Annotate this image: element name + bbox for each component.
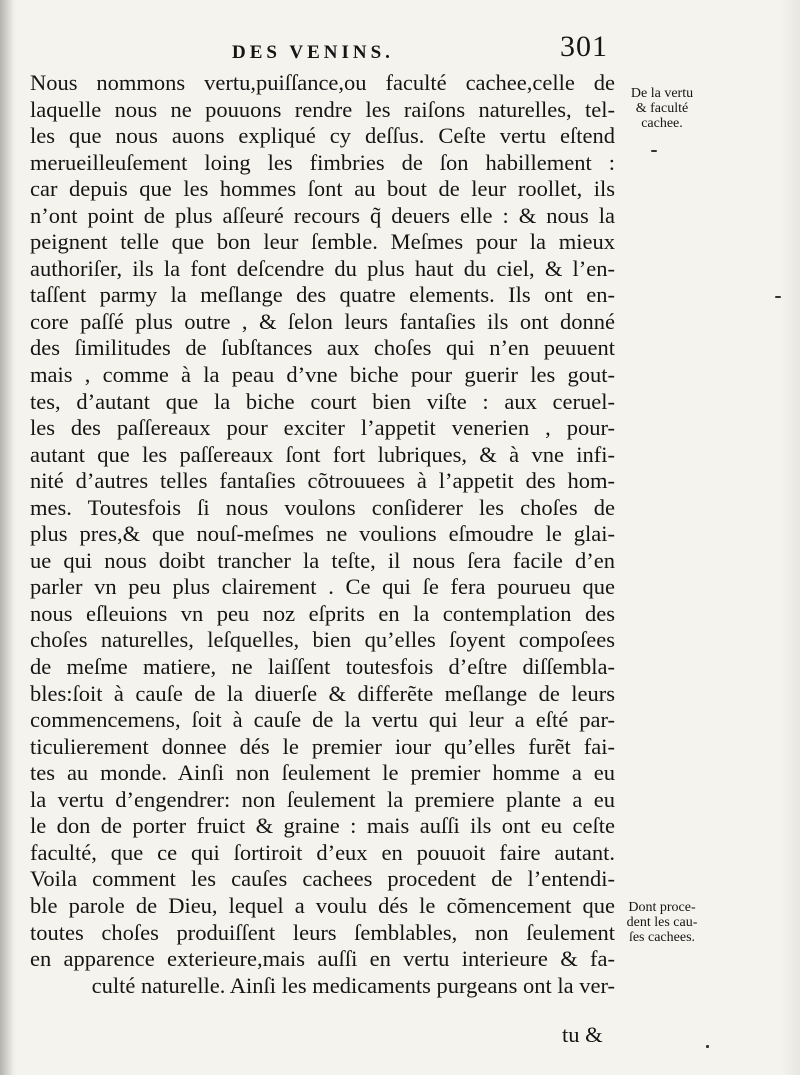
text-line: commencemens, ſoit à cauſe de la vertu qui leur a eſté par- [30, 707, 615, 733]
marginal-note-line: dent les cau- [626, 915, 698, 930]
text-line: parler vn peu plus clairement . Ce qui ſe fera pourueu que [30, 574, 615, 600]
marginal-note-line: Dont proce- [628, 900, 696, 915]
text-line: plus pres,& que nouſ-meſmes ne voulions eſmoudre le glai- [30, 521, 615, 547]
text-line: les que nous auons expliqué cy deſſus. Ceſte vertu eſtend [30, 123, 615, 149]
body-text [30, 70, 615, 999]
text-line: tes au monde. Ainſi non ſeulement le premier homme a eu [30, 760, 615, 786]
text-line: ticulierement donnee dés le premier iour qu’elles furẽt fai- [30, 733, 615, 759]
ink-speck [775, 296, 781, 298]
text-line: mais , comme à la peau d’vne biche pour guerir les gout- [30, 362, 615, 388]
text-line: n’ont point de plus aſſeuré recours q̃ deuers elle : & nous la [30, 202, 615, 228]
text-line: Nous nommons vertu,puiſſance,ou faculté cachee,celle de [30, 70, 615, 95]
text-line: taſſent parmy la meſlange des quatre elements. Ils ont en- [30, 282, 615, 308]
text-line: tes, d’autant que la biche court bien viſte : aux ceruel- [30, 388, 615, 414]
marginal-note-line: cachee. [641, 116, 683, 131]
text-line: le don de porter fruict & graine : mais auſſi ils ont eu ceſte [30, 813, 615, 839]
text-line: core paſſé plus outre , & ſelon leurs fantaſies ils ont donné [30, 308, 615, 334]
text-line: car depuis que les hommes ſont au bout de leur roollet, ils [30, 176, 615, 202]
text-line: en apparence exterieure,mais auſſi en vertu interieure & fa- [30, 946, 615, 972]
marginal-note-line: De la vertu [630, 86, 694, 101]
text-line: peignent telle que bon leur ſemble. Meſmes pour la mieux [30, 229, 615, 255]
text-line: les des paſſereaux pour exciter l’appetit venerien , pour- [30, 415, 615, 441]
ink-speck [706, 1045, 709, 1048]
text-line: toutes choſes produiſſent leurs ſemblables, non ſeulement [30, 919, 615, 945]
marginal-note-line: & faculté [635, 101, 689, 116]
text-line: bles:ſoit à cauſe de la diuerſe & differẽte meſlange de leurs [30, 680, 615, 706]
running-head: DES VENINS. [232, 42, 394, 63]
text-line: de meſme matiere, ne laiſſent toutesfois d’eſtre diſſembla- [30, 654, 615, 680]
page-gutter-shadow [0, 0, 14, 1075]
text-line: Voila comment les cauſes cachees procedent de l’entendi- [30, 866, 615, 892]
text-line: culté naturelle. Ainſi les medicaments purgeans ont la ver- [91, 972, 615, 998]
text-line: merueilleuſement loing les fimbries de ſon habillement : [30, 149, 615, 175]
text-line: la vertu d’engendrer: non ſeulement la premiere plante a eu [30, 786, 615, 812]
text-line: ue qui nous doibt trancher la teſte, il nous ſera facile d’en [30, 547, 615, 573]
page-number: 301 [560, 30, 608, 63]
marginal-note-line: ſes cachees. [628, 930, 696, 945]
text-line: faculté, que ce qui ſortiroit d’eux en pouuoit faire autant. [30, 839, 615, 865]
text-line: des ſimilitudes de ſubſtances aux choſes qui n’en peuuent [30, 335, 615, 361]
text-line: autant que les paſſereaux ſont fort lubriques, & à vne infi- [30, 441, 615, 467]
text-line: nous eſleuions vn peu noz eſprits en la contemplation des [30, 600, 615, 626]
marginal-note [620, 900, 704, 945]
text-line: mes. Toutesfois ſi nous voulons conſiderer les choſes de [30, 494, 615, 520]
text-line: ble parole de Dieu, lequel a voulu dés le cõmencement que [30, 892, 615, 918]
text-line: authoriſer, ils la font deſcendre du plus haut du ciel, & l’en- [30, 255, 615, 281]
ink-speck [651, 150, 657, 152]
marginal-note [620, 86, 704, 131]
text-line: choſes naturelles, leſquelles, bien qu’elles ſoyent compoſees [30, 627, 615, 653]
catchword: tu & [562, 1022, 603, 1047]
text-line: laquelle nous ne pouuons rendre les raiſons naturelles, tel- [30, 96, 615, 122]
text-line: nité d’autres telles fantaſies cõtrouuees à l’appetit des hom- [30, 468, 615, 494]
